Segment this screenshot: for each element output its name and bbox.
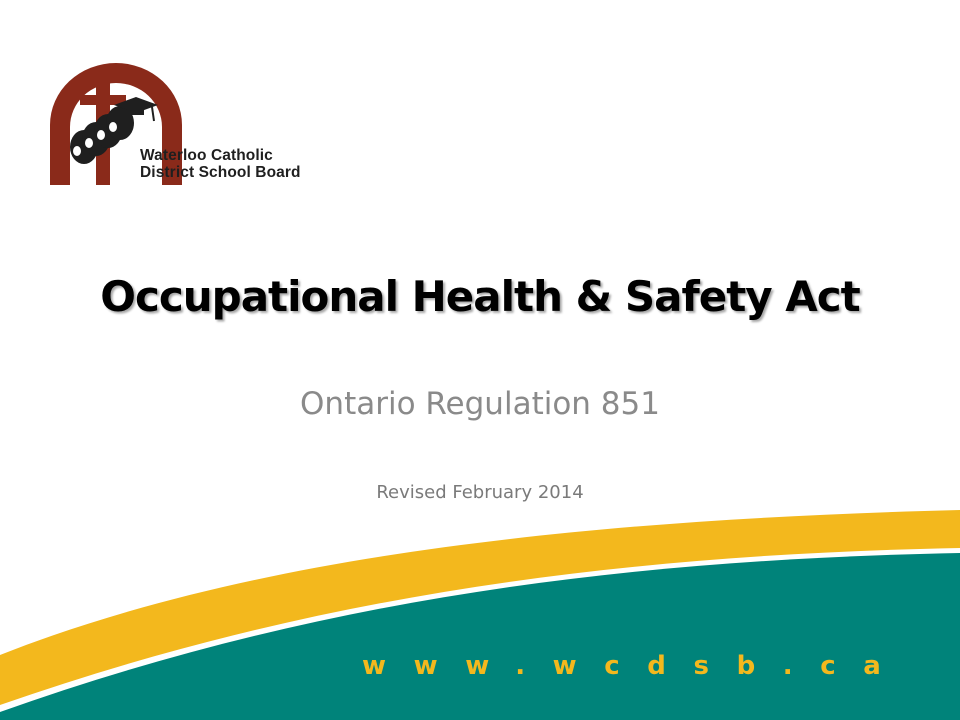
slide-subtitle: Ontario Regulation 851	[300, 386, 660, 422]
revision-date: Revised February 2014	[376, 482, 584, 503]
logo-wordmark	[140, 147, 301, 181]
website-url: www.wcdsb.ca	[362, 651, 909, 681]
wcdsb-logo	[44, 55, 344, 190]
logo-line-2: District School Board	[140, 164, 301, 181]
logo-line-1: Waterloo Catholic	[140, 147, 273, 164]
slide-title: Occupational Health & Safety Act	[100, 272, 860, 321]
